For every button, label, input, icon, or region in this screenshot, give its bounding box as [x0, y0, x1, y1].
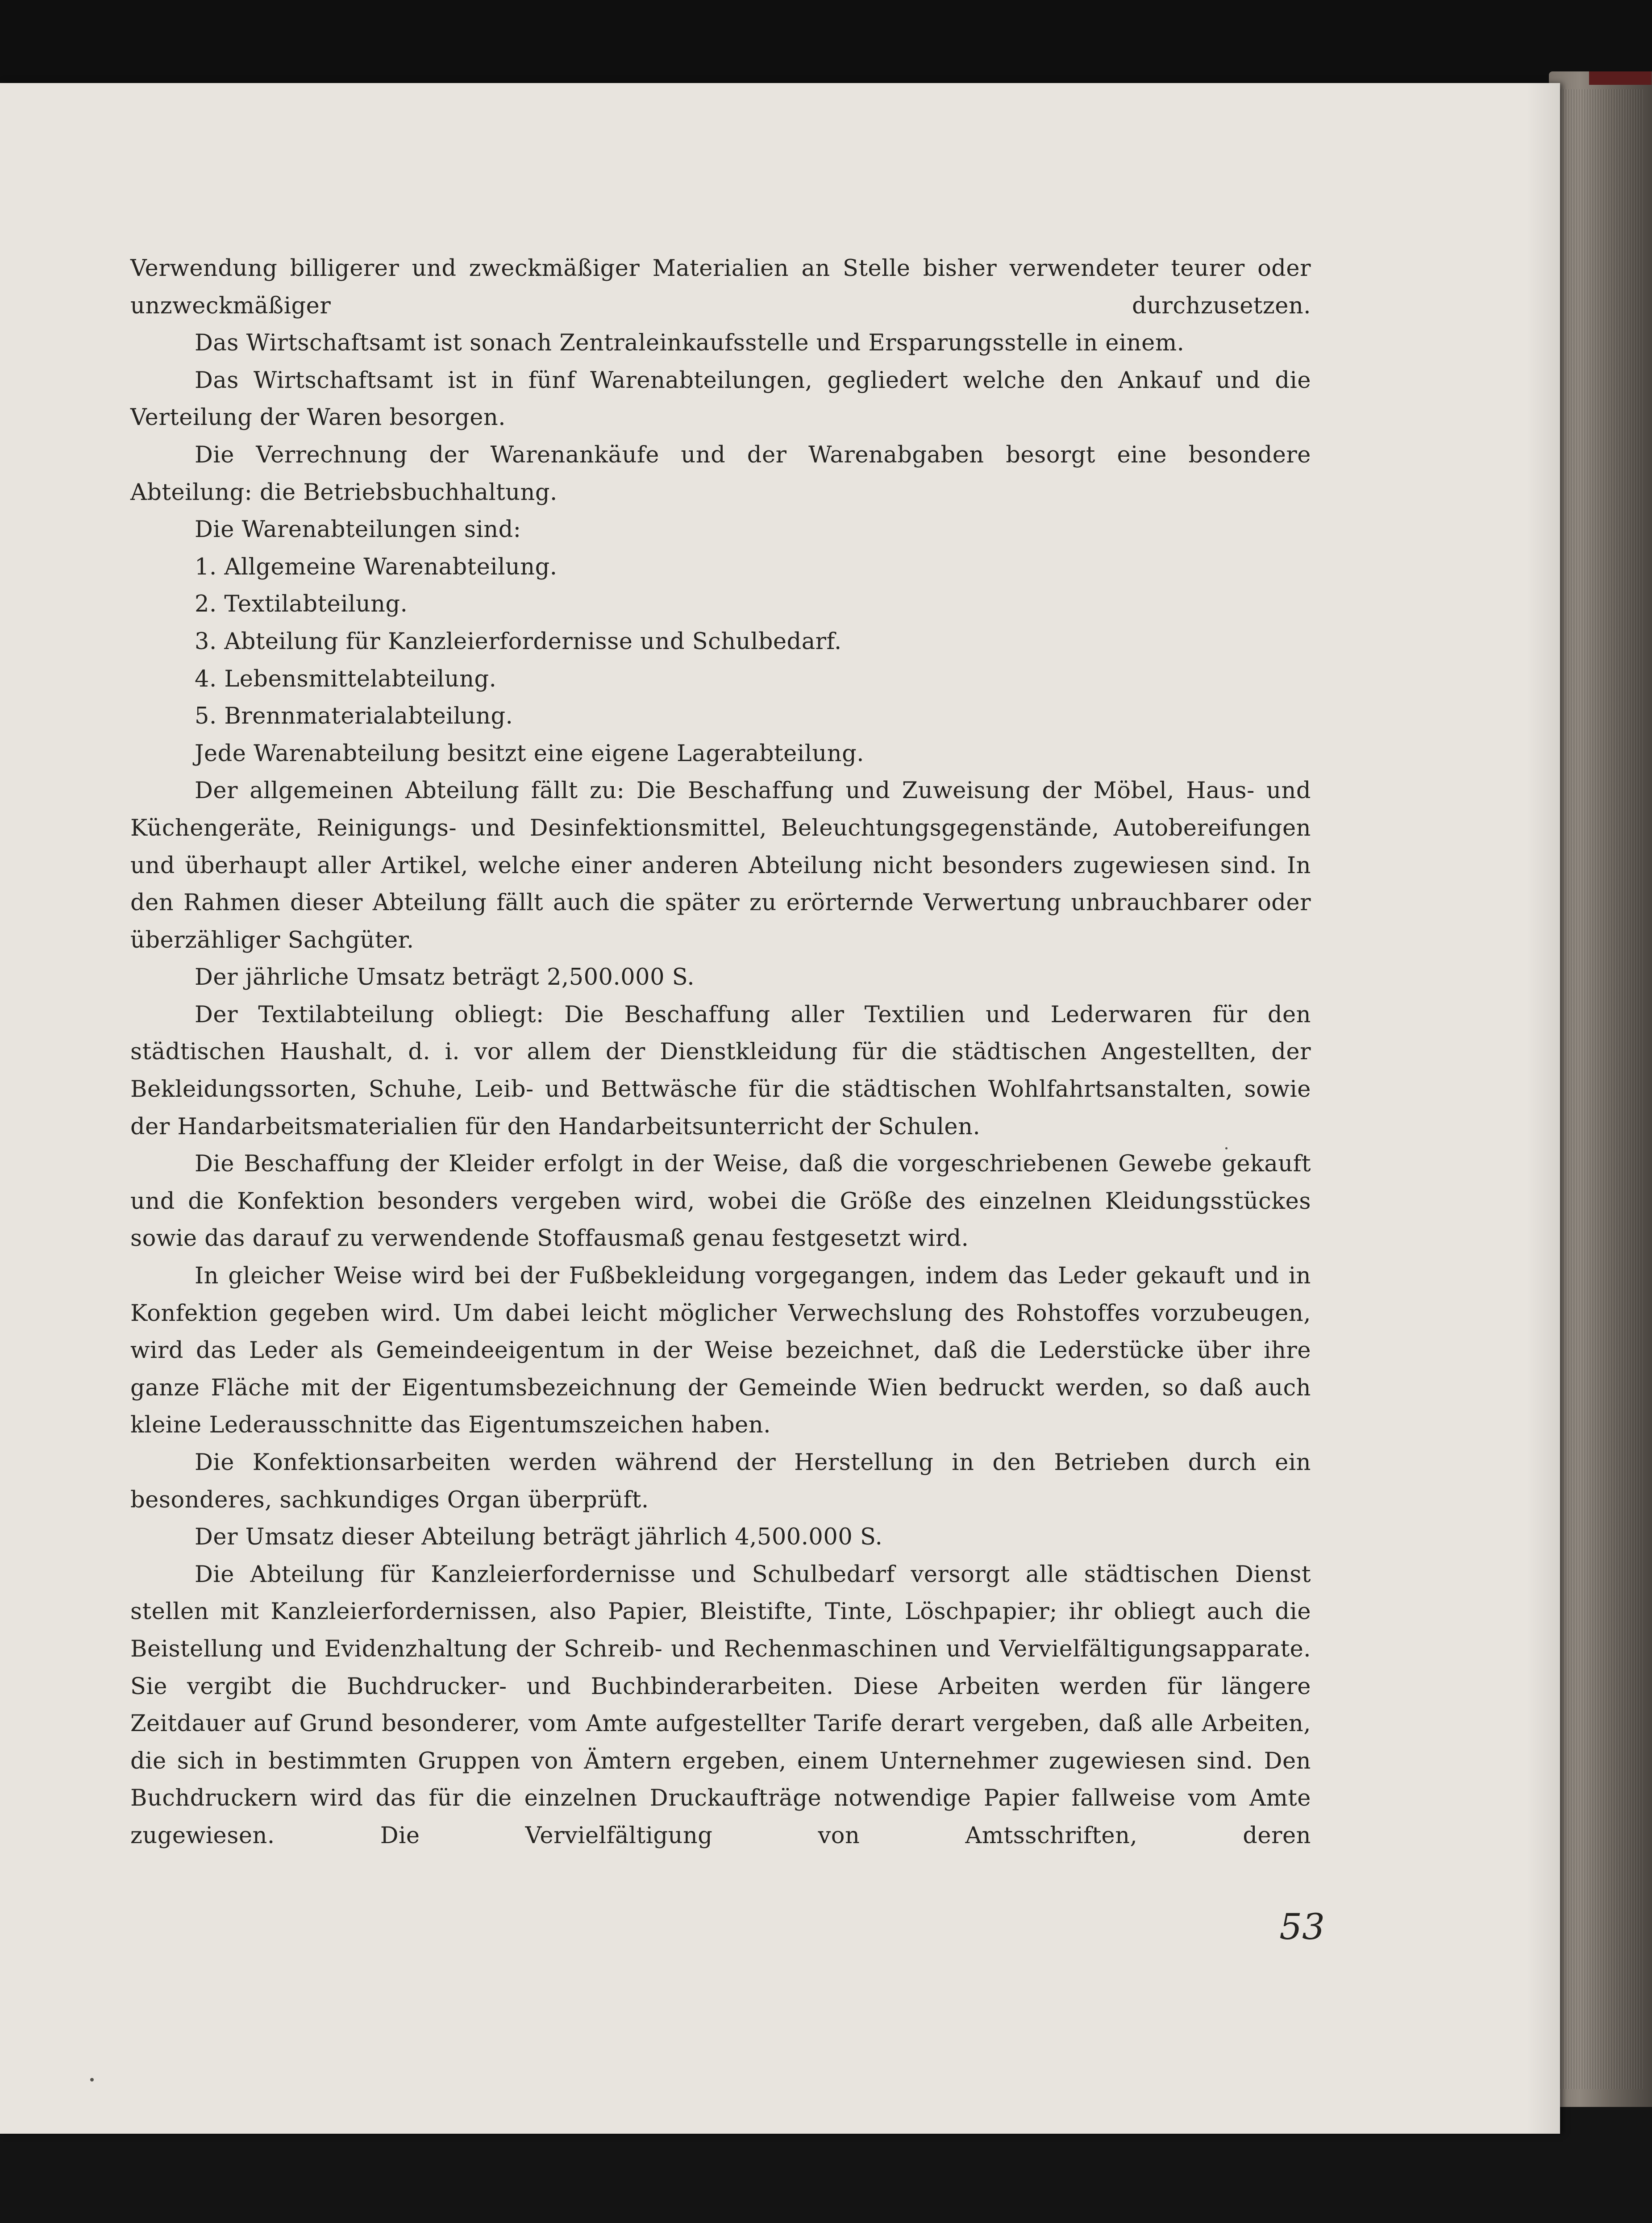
paragraph: Die Abteilung für Kanzleierfordernisse und Schulbedarf versorgt alle städtischen Dienst stellen mit Kanzleierfordernissen, also Papier, Bleistifte, Tinte, Löschpapier; ihr obliegt auch die Beistellung und Evidenzhaltung der Schreib- und Rechenmaschinen und Vervielfältigungsapparate. Sie vergibt die Buchdrucker- und Buchbinderarbeiten. Diese Arbeiten werden für längere Zeitdauer auf Grund besonderer, vom Amte aufgestellter Tarife derart vergeben, daß alle Arbeiten, die sich in bestimmten Gruppen von Ämtern ergeben, einem Unternehmer zugewiesen sind. Den Buchdruckern wird das für die einzelnen Druckaufträge notwendige Papier fallweise vom Amte zugewiesen. Die Vervielfältigung von Amtsschriften, deren — [130, 1561, 1311, 1849]
paragraph: Der Textilabteilung obliegt: Die Beschaffung aller Textilien und Lederwaren für den städtischen Haushalt, d. i. vor allem der Dienstkleidung für die städtischen Angestellten, der Bekleidungssorten, Schuhe, Leib- und Bettwäsche für die städtischen Wohlfahrtsanstalten, sowie der Handarbeitsmaterialien für den Handarbeitsunterricht der Schulen. — [130, 1001, 1311, 1140]
paragraph: Die Verrechnung der Warenankäufe und der Warenabgaben besorgt eine besondere Abteilung: die Betriebsbuchhaltung. — [130, 441, 1311, 506]
paragraph: Das Wirtschaftsamt ist sonach Zentraleinkaufsstelle und Ersparungsstelle in einem. — [195, 330, 1185, 357]
list-item: 3. Abteilung für Kanzleierfordernisse und Schulbedarf. — [195, 628, 842, 655]
paragraph: Der Umsatz dieser Abteilung beträgt jährlich 4,500.000 S. — [195, 1524, 883, 1551]
list-item: 5. Brennmaterialabteilung. — [195, 703, 513, 730]
paragraph: Verwendung billigerer und zweckmäßiger Materialien an Stelle bisher verwendeter teurer oder unzweckmäßiger durchzusetzen. — [130, 255, 1311, 319]
list-item: 1. Allgemeine Warenabteilung. — [195, 554, 558, 580]
dark-background — [0, 0, 1652, 85]
page-stack-lines — [1553, 89, 1643, 2089]
paragraph: Die Beschaffung der Kleider erfolgt in der Weise, daß die vorgeschriebenen Gewebe gekauft und die Konfektion besonders vergeben wird, wobei die Größe des einzelnen Kleidungsstückes sowie das darauf zu verwendende Stoffausmaß genau festgesetzt wird. — [130, 1151, 1311, 1252]
paragraph: Die Konfektionsarbeiten werden während der Herstellung in den Betrieben durch ein besonderes, sachkundiges Organ überprüft. — [130, 1449, 1311, 1513]
page-shadow — [1527, 83, 1560, 2134]
paper-speck — [1225, 1147, 1228, 1149]
list-item: 2. Textilabteilung. — [195, 591, 408, 618]
paragraph: In gleicher Weise wird bei der Fußbekleidung vorgegangen, indem das Leder gekauft und in Konfektion gegeben wird. Um dabei leicht möglicher Verwechslung des Rohstoffes vorzubeugen, wird das Leder als Gemeindeeigentum in der Weise bezeichnet, daß die Lederstücke über ihre ganze Fläche mit der Eigentumsbezeichnung der Gemeinde Wien bedruckt werden, so daß auch kleine Lederausschnitte das Eigentumszeichen haben. — [130, 1263, 1311, 1439]
paragraph: Der allgemeinen Abteilung fällt zu: Die Beschaffung und Zuweisung der Möbel, Haus- und Küchengeräte, Reinigungs- und Desinfektionsmittel, Beleuchtungsgegenstände, Autobereifungen und überhaupt aller Artikel, welche einer anderen Abteilung nicht besonders zugewiesen sind. In den Rahmen dieser Abteilung fällt auch die später zu erörternde Verwertung unbrauchbarer oder überzähliger Sachgüter. — [130, 778, 1311, 953]
body-text — [130, 250, 1311, 1855]
paper-speck — [90, 2078, 94, 2081]
list-item: 4. Lebensmittelabteilung. — [195, 666, 497, 692]
page-number: 53 — [1279, 1906, 1325, 1948]
paragraph: Der jährliche Umsatz beträgt 2,500.000 S. — [195, 964, 695, 991]
book-cover-edge — [1589, 71, 1652, 85]
paragraph: Das Wirtschaftsamt ist in fünf Warenabteilungen, gegliedert welche den Ankauf und die Verteilung der Waren besorgen. — [130, 367, 1311, 431]
paragraph: Jede Warenabteilung besitzt eine eigene Lagerabteilung. — [195, 740, 864, 767]
paragraph: Die Warenabteilungen sind: — [195, 516, 521, 543]
